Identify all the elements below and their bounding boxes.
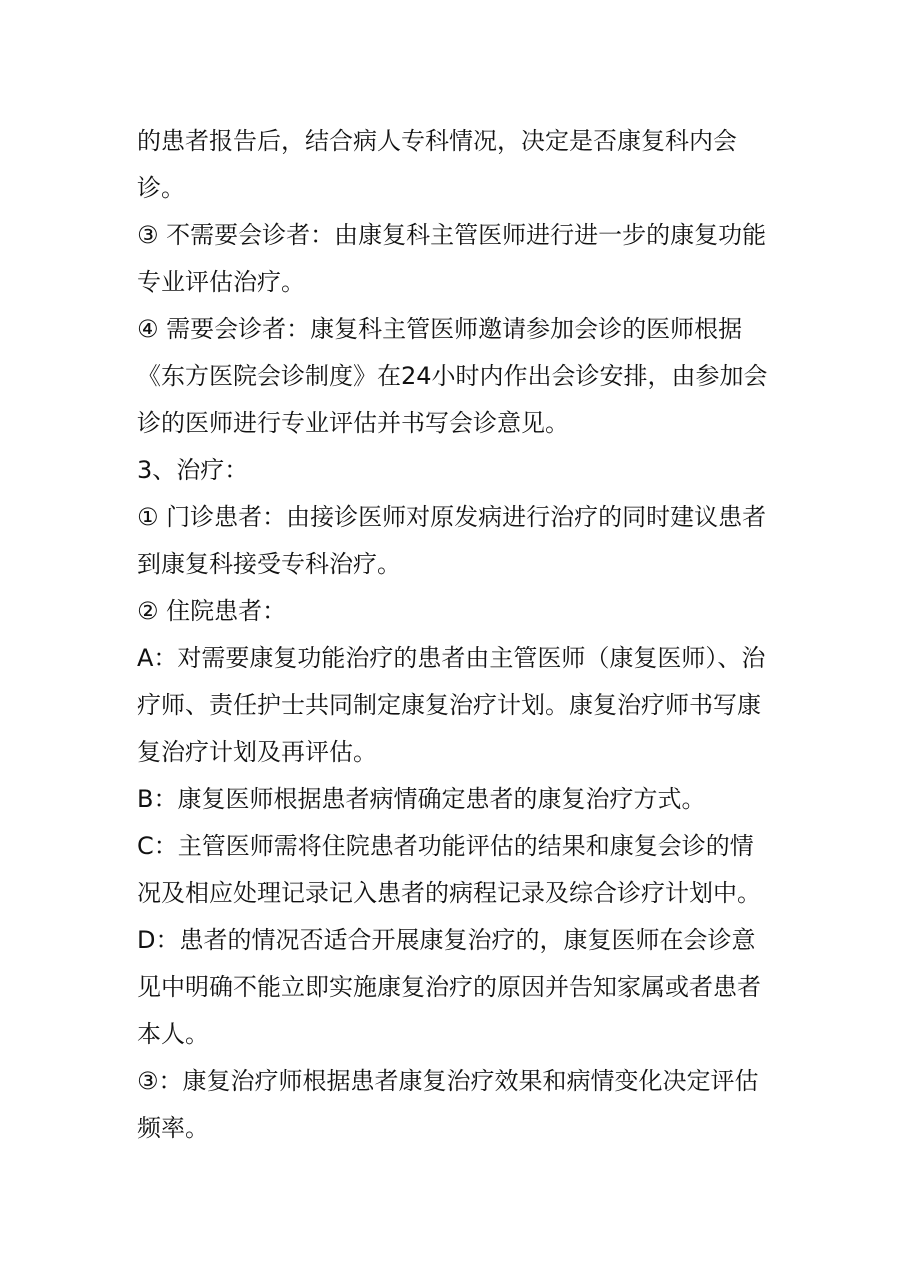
- paragraph-item-a: A：对需要康复功能治疗的患者由主管医师（康复医师）、治疗师、责任护士共同制定康复治疗计划。康复治疗师书写康复治疗计划及再评估。: [137, 644, 766, 766]
- paragraph-item-b: B：康复医师根据患者病情确定患者的康复治疗方式。: [137, 785, 706, 813]
- paragraph-consult-decision: 的患者报告后，结合病人专科情况，决定是否康复科内会诊。: [137, 127, 737, 202]
- section-heading-treatment: 3、治疗：: [137, 456, 249, 484]
- paragraph-item-c: C：主管医师需将住院患者功能评估的结果和康复会诊的情况及相应处理记录记入患者的病程记录及综合诊疗计划中。: [137, 832, 761, 907]
- paragraph-inpatient-heading: ② 住院患者：: [137, 597, 287, 625]
- paragraph-item-d: D：患者的情况否适合开展康复治疗的，康复医师在会诊意见中明确不能立即实施康复治疗的原因并告知家属或者患者本人。: [137, 926, 761, 1048]
- paragraph-outpatient: ① 门诊患者：由接诊医师对原发病进行治疗的同时建议患者到康复科接受专科治疗。: [137, 503, 767, 578]
- document-body: [137, 118, 777, 1152]
- paragraph-no-consult-needed: ③ 不需要会诊者：由康复科主管医师进行进一步的康复功能专业评估治疗。: [137, 221, 767, 296]
- paragraph-assessment-frequency: ③：康复治疗师根据患者康复治疗效果和病情变化决定评估频率。: [137, 1067, 759, 1142]
- paragraph-consult-needed: ④ 需要会诊者：康复科主管医师邀请参加会诊的医师根据《东方医院会诊制度》在24小时内作出会诊安排，由参加会诊的医师进行专业评估并书写会诊意见。: [137, 315, 768, 437]
